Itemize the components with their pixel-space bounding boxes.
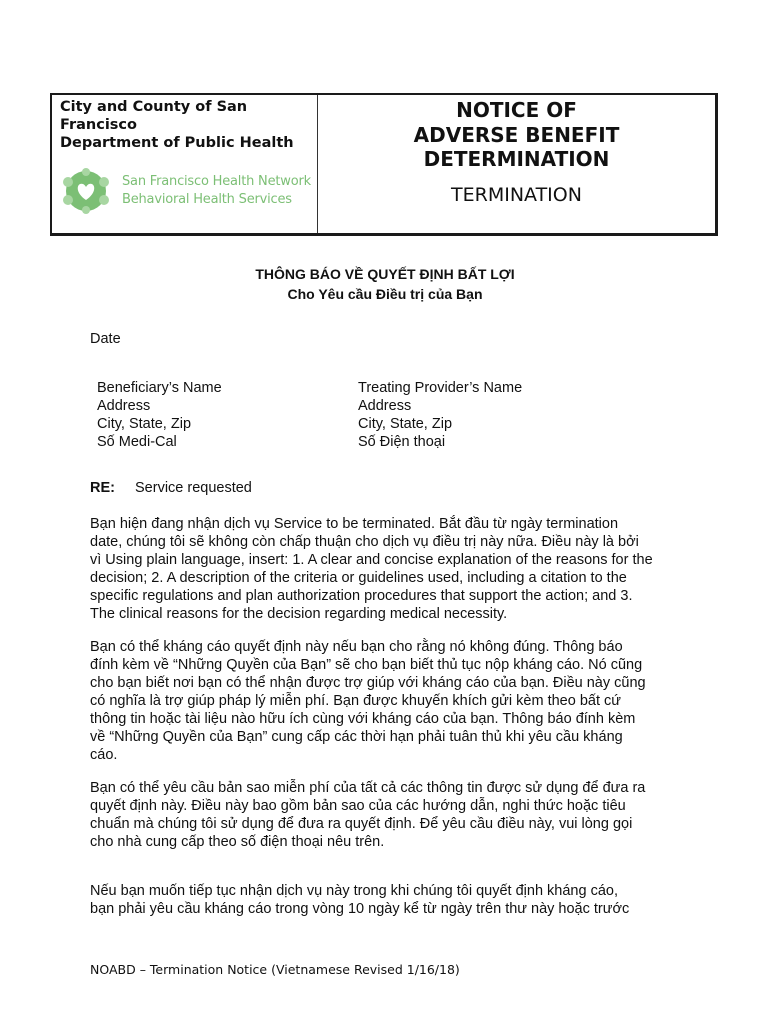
paragraph-line: date, chúng tôi sẽ không còn chấp thuận cho dịch vụ điều trị này nữa. Điều này là bởi [90, 534, 639, 550]
paragraph-service [90, 515, 690, 623]
paragraph-line: có nghĩa là trợ giúp pháp lý miễn phí. Bạn được khuyến khích gửi kèm theo bất cứ [90, 693, 621, 709]
heart-circle-logo-icon [60, 168, 112, 214]
paragraph-line: Bạn có thể kháng cáo quyết định này nếu bạn cho rằng nó không đúng. Thông báo [90, 639, 623, 655]
sfhn-logo [60, 168, 311, 214]
paragraph-line: cáo. [90, 747, 118, 763]
paragraph-line: quyết định này. Điều này bao gồm bản sao của các hướng dẫn, nghi thức hoặc tiêu [90, 798, 626, 814]
beneficiary-name: Beneficiary’s Name [97, 380, 222, 396]
paragraph-line: vì Using plain language, insert: 1. A clear and concise explanation of the reasons for the [90, 552, 653, 568]
paragraph-line: bạn phải yêu cầu kháng cáo trong vòng 10 ngày kể từ ngày trên thư này hoặc trước [90, 901, 630, 917]
notice-title-line: ADVERSE BENEFIT [413, 122, 620, 147]
beneficiary-block [97, 379, 222, 451]
paragraph-line: cho nhà cung cấp theo số điện thoại nêu trên. [90, 834, 385, 850]
org-name-line: City and County of San [60, 99, 248, 115]
paragraph-line: về “Những Quyền của Bạn” cung cấp các thời hạn phải tuân thủ khi yêu cầu kháng [90, 729, 623, 745]
org-block [52, 95, 318, 233]
notice-title-line: NOTICE OF [456, 98, 577, 122]
paragraph-line: Nếu bạn muốn tiếp tục nhận dịch vụ này trong khi chúng tôi quyết định kháng cáo, [90, 883, 618, 899]
beneficiary-city: City, State, Zip [97, 416, 192, 432]
notice-type: TERMINATION [451, 183, 582, 206]
paragraph-line: chuẩn mà chúng tôi sử dụng để đưa ra quyết định. Để yêu cầu điều này, vui lòng gọi [90, 816, 633, 832]
paragraph-line: specific regulations and plan authorization procedures that support the action; and 3. [90, 588, 633, 604]
beneficiary-medi-cal: Số Medi-Cal [97, 434, 177, 450]
org-department: Department of Public Health [60, 135, 294, 151]
provider-address: Address [358, 398, 412, 414]
header-box [50, 93, 718, 236]
notice-title-line: DETERMINATION [423, 147, 610, 171]
re-label: RE: [90, 480, 115, 496]
provider-city: City, State, Zip [358, 416, 453, 432]
re-value: Service requested [135, 480, 252, 496]
paragraph-line: Bạn hiện đang nhận dịch vụ Service to be terminated. Bắt đầu từ ngày termination [90, 516, 619, 532]
paragraph-line: The clinical reasons for the decision regarding medical necessity. [90, 606, 508, 622]
paragraph-line: decision; 2. A description of the criteria or guidelines used, including a citation to the [90, 570, 627, 586]
date-label: Date [90, 331, 121, 347]
paragraph-line: Bạn có thể yêu cầu bản sao miễn phí của tất cả các thông tin được sử dụng để đưa ra [90, 780, 646, 796]
logo-text-network: San Francisco Health Network [122, 174, 311, 189]
paragraph-line: thông tin hoặc tài liệu nào hữu ích cùng với kháng cáo của bạn. Thông báo đính kèm [90, 711, 636, 727]
notice-title-block [318, 95, 715, 233]
paragraph-line: cho bạn biết nơi bạn có thể nhận được trợ giúp với kháng cáo của bạn. Điều này cũng [90, 675, 646, 691]
paragraph-continue [90, 882, 690, 918]
beneficiary-address: Address [97, 398, 151, 414]
provider-name: Treating Provider’s Name [358, 380, 523, 396]
paragraph-appeal [90, 638, 690, 764]
footer-text: NOABD – Termination Notice (Vietnamese Revised 1/16/18) [90, 962, 460, 977]
provider-phone: Số Điện thoại [358, 434, 446, 450]
document-title: THÔNG BÁO VỀ QUYẾT ĐỊNH BẤT LỢI [255, 266, 515, 282]
provider-block [358, 379, 522, 451]
document-subtitle: Cho Yêu cầu Điều trị của Bạn [287, 286, 483, 302]
logo-text-bhs: Behavioral Health Services [122, 192, 292, 207]
org-name-line: Francisco [60, 117, 137, 133]
paragraph-copies [90, 779, 690, 851]
paragraph-line: đính kèm về “Những Quyền của Bạn” sẽ cho bạn biết thủ tục nộp kháng cáo. Nó cũng [90, 657, 643, 673]
